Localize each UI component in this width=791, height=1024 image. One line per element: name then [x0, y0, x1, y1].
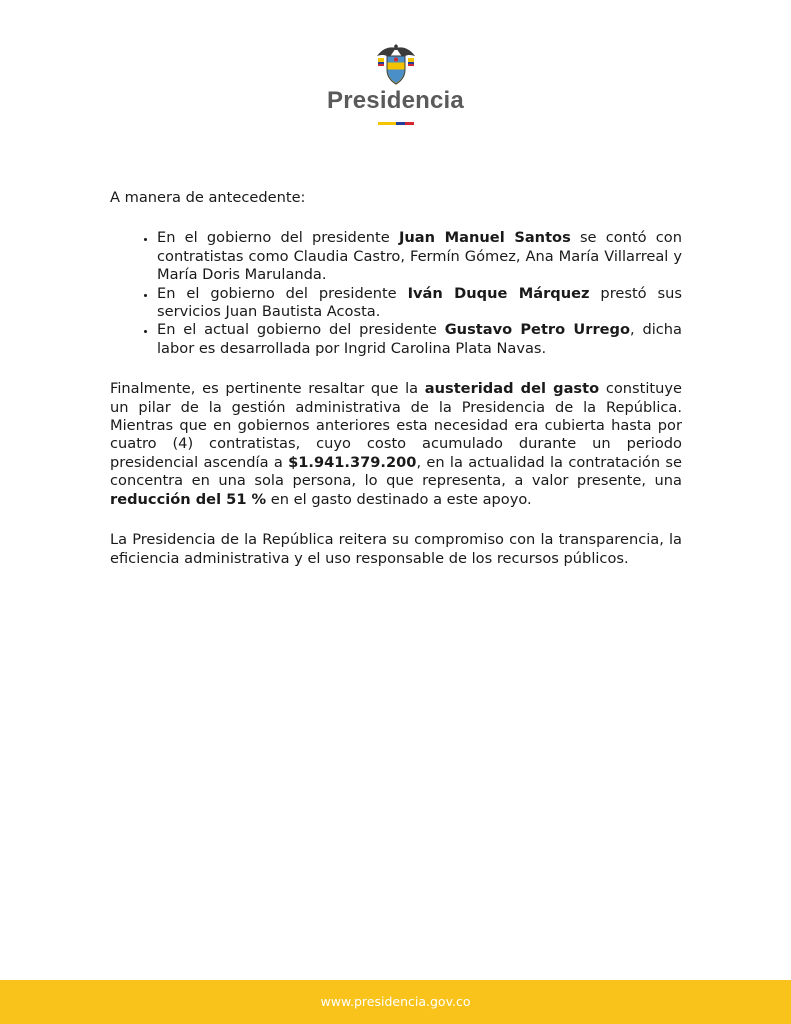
president-name: Juan Manuel Santos [398, 229, 571, 247]
list-item [157, 321, 682, 358]
president-name: Gustavo Petro Urrego [444, 321, 631, 339]
list-text: En el gobierno del presidente [157, 229, 399, 247]
paragraph-text: en el gasto destinado a este apoyo. [266, 490, 532, 508]
reduction-percentage: reducción del 51 % [110, 490, 267, 508]
paragraph-text: constituye un pilar de la gestión administrativa de la Presidencia de la República. Mientras que en gobiernos anteriores esta necesidad era cubierta hasta por cuatro (4) contratistas, cuyo costo acumulado durante un periodo presidencial ascendía a [110, 380, 682, 471]
paragraph-text: Finalmente, es pertinente resaltar que la [110, 380, 425, 398]
commitment-paragraph: La Presidencia de la República reitera su compromiso con la transparencia, la eficiencia administrativa y el uso responsable de los recursos públicos. [110, 531, 682, 567]
emphasis-text: austeridad del gasto [424, 380, 600, 398]
cost-amount: $1.941.379.200 [288, 453, 417, 471]
background-list [110, 229, 682, 358]
page-header [0, 44, 791, 125]
list-item [157, 285, 682, 322]
president-name: Iván Duque Márquez [407, 284, 590, 302]
list-text: se contó con contratistas como Claudia Castro, Fermín Gómez, Ana María Villarreal y María Doris Marulanda. [157, 229, 682, 284]
document-body [110, 189, 682, 568]
list-text: , dicha labor es desarrollada por Ingrid Carolina Plata Navas. [157, 321, 682, 357]
paragraph-text: , en la actualidad la contratación se concentra en una sola persona, lo que representa, a valor presente, una [110, 453, 682, 490]
flag-red [405, 122, 414, 125]
flag-stripe [0, 122, 791, 125]
intro-text: A manera de antecedente: [110, 189, 306, 206]
list-text: prestó sus servicios Juan Bautista Acosta. [157, 284, 682, 321]
flag-blue [396, 122, 405, 125]
list-item [157, 229, 682, 284]
austerity-paragraph [110, 380, 682, 509]
flag-yellow [378, 122, 396, 125]
brand-name: Presidencia [327, 87, 464, 114]
website-link[interactable]: www.presidencia.gov.co [320, 994, 471, 1009]
list-text: En el gobierno del presidente [157, 284, 408, 302]
page-footer [0, 980, 791, 1024]
list-text: En el actual gobierno del presidente [157, 321, 445, 339]
coat-of-arms-icon [374, 44, 418, 86]
